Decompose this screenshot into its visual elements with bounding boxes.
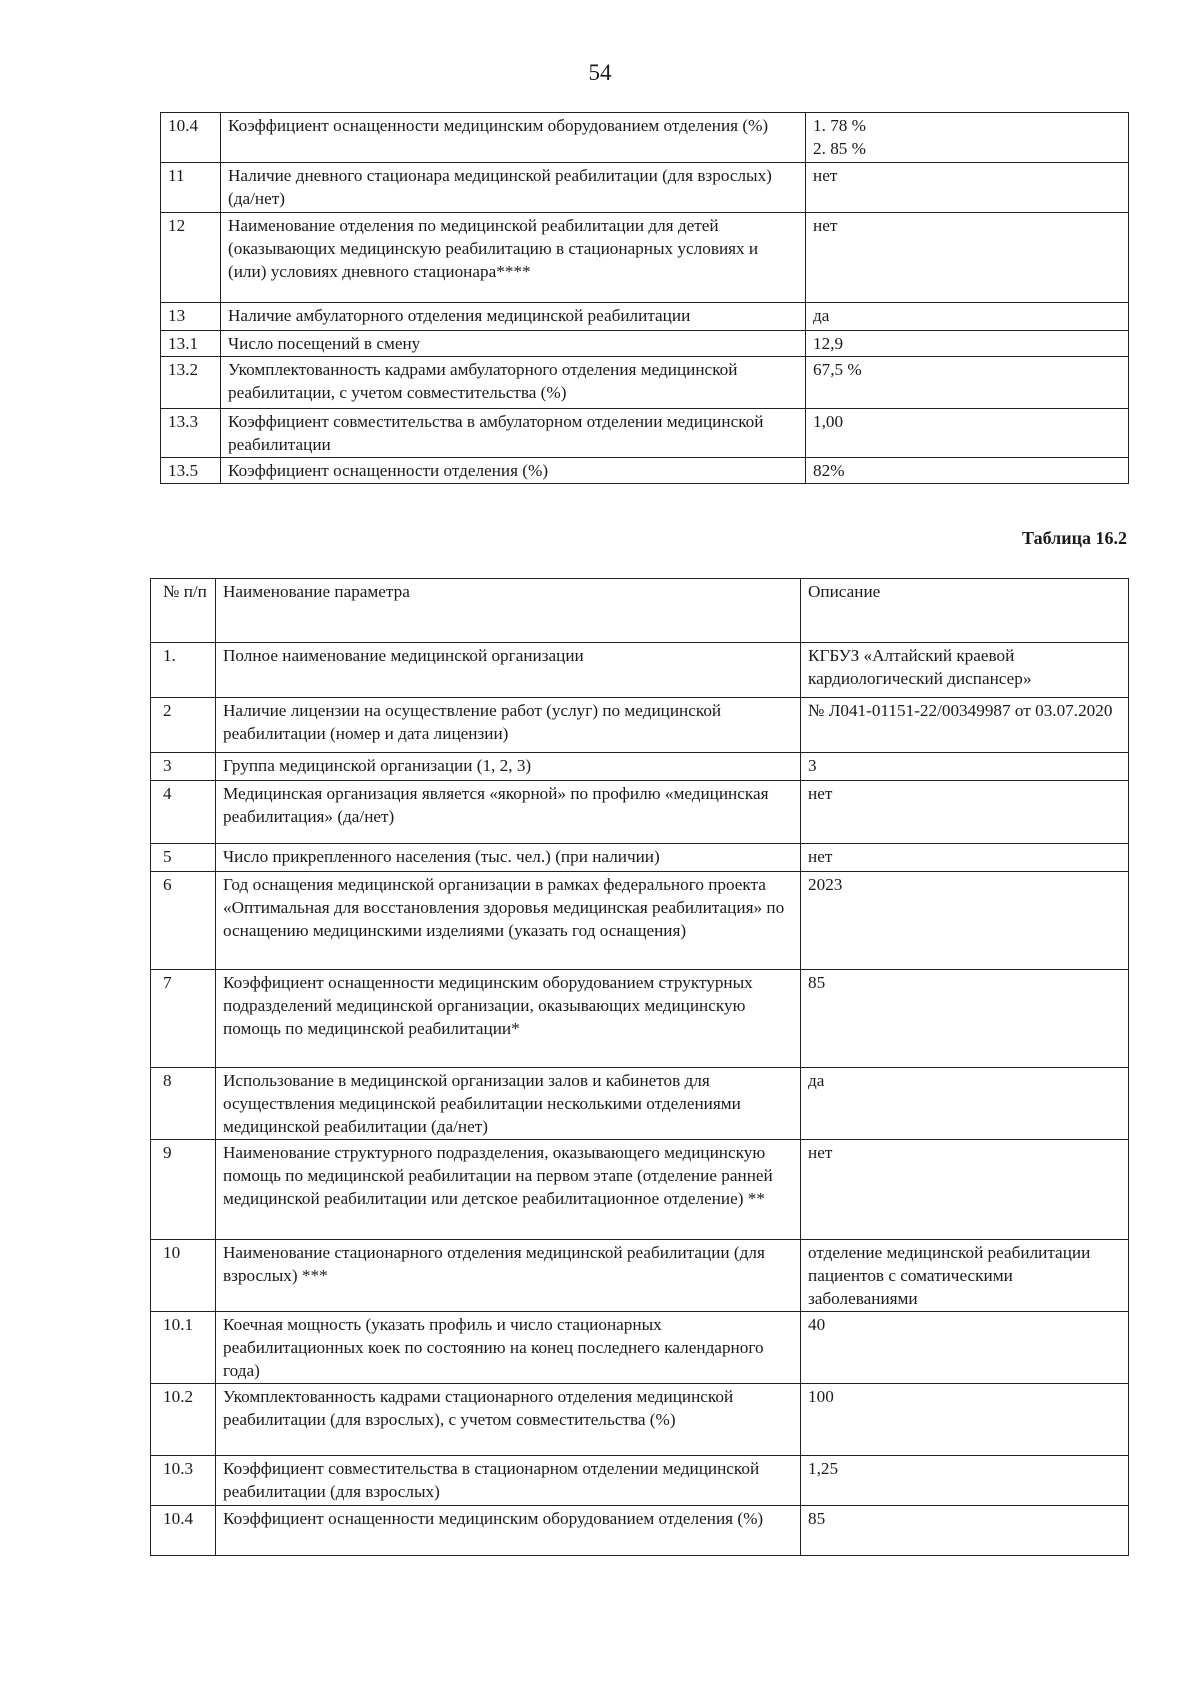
row-parameter: Полное наименование медицинской организации [216,643,801,698]
row-parameter: Использование в медицинской организации залов и кабинетов для осуществления медицинской реабилитации несколькими отделениями медицинской реабилитации (да/нет) [216,1068,801,1140]
row-number: 8 [151,1068,216,1140]
row-value: 100 [801,1384,1129,1456]
row-value: 12,9 [806,331,1129,357]
table-row [151,1240,1129,1312]
row-parameter: Медицинская организация является «якорной» по профилю «медицинская реабилитация» (да/нет) [216,781,801,844]
row-parameter: Число посещений в смену [221,331,806,357]
row-parameter: Коэффициент оснащенности медицинским оборудованием отделения (%) [216,1506,801,1556]
row-parameter: Коэффициент оснащенности медицинским оборудованием отделения (%) [221,113,806,163]
table-row [151,781,1129,844]
table-row [161,303,1129,331]
header-num: № п/п [151,579,216,643]
row-number: 5 [151,844,216,872]
row-value: нет [801,781,1129,844]
row-number: 13.2 [161,357,221,409]
row-parameter: Наименование отделения по медицинской реабилитации для детей (оказывающих медицинскую реабилитацию в стационарных условиях и (или) условиях дневного стационара**** [221,213,806,303]
table-row [151,970,1129,1068]
row-number: 13.1 [161,331,221,357]
row-value: 67,5 % [806,357,1129,409]
row-parameter: Коэффициент оснащенности отделения (%) [221,458,806,484]
row-value: № Л041-01151-22/00349987 от 03.07.2020 [801,698,1129,753]
row-parameter: Коечная мощность (указать профиль и число стационарных реабилитационных коек по состоянию на конец последнего календарного года) [216,1312,801,1384]
row-number: 4 [151,781,216,844]
row-parameter: Наличие дневного стационара медицинской реабилитации (для взрослых) (да/нет) [221,163,806,213]
row-number: 10.4 [151,1506,216,1556]
row-number: 10.4 [161,113,221,163]
row-value: 85 [801,1506,1129,1556]
row-value: 1,00 [806,409,1129,458]
row-number: 10.1 [151,1312,216,1384]
table-row [151,872,1129,970]
row-value: 85 [801,970,1129,1068]
row-value: КГБУЗ «Алтайский краевой кардиологический диспансер» [801,643,1129,698]
row-value [806,113,1129,163]
row-value: 3 [801,753,1129,781]
table-row [151,1456,1129,1506]
row-value: нет [806,213,1129,303]
table-row [161,331,1129,357]
row-parameter: Укомплектованность кадрами стационарного отделения медицинской реабилитации (для взрослых), с учетом совместительства (%) [216,1384,801,1456]
table-row [151,1384,1129,1456]
table-row [161,113,1129,163]
page-number: 54 [588,60,612,85]
row-number: 2 [151,698,216,753]
row-number: 1. [151,643,216,698]
row-parameter: Укомплектованность кадрами амбулаторного отделения медицинской реабилитации, с учетом совместительства (%) [221,357,806,409]
table-row [161,357,1129,409]
table-row [151,1140,1129,1240]
row-number: 7 [151,970,216,1068]
row-parameter: Коэффициент оснащенности медицинским оборудованием структурных подразделений медицинской организации, оказывающих медицинскую помощь по медицинской реабилитации* [216,970,801,1068]
table-row [151,1312,1129,1384]
table-row [151,643,1129,698]
table-row [151,753,1129,781]
table-header-row [151,579,1129,643]
table-row [151,698,1129,753]
row-value-item: 2. 85 % [813,139,866,158]
row-value: отделение медицинской реабилитации пациентов с соматическими заболеваниями [801,1240,1129,1312]
row-parameter: Коэффициент совместительства в амбулаторном отделении медицинской реабилитации [221,409,806,458]
table-row [151,1506,1129,1556]
header-param: Наименование параметра [216,579,801,643]
table-row [161,409,1129,458]
header-value: Описание [801,579,1129,643]
row-parameter: Наличие амбулаторного отделения медицинской реабилитации [221,303,806,331]
row-number: 3 [151,753,216,781]
row-value: 2023 [801,872,1129,970]
row-number: 10.2 [151,1384,216,1456]
row-number: 10 [151,1240,216,1312]
row-number: 6 [151,872,216,970]
row-number: 12 [161,213,221,303]
table-row [151,844,1129,872]
row-parameter: Число прикрепленного населения (тыс. чел.) (при наличии) [216,844,801,872]
row-parameter: Наличие лицензии на осуществление работ (услуг) по медицинской реабилитации (номер и дата лицензии) [216,698,801,753]
row-number: 13 [161,303,221,331]
table-16-2 [150,578,1129,1556]
row-value: да [806,303,1129,331]
row-value: да [801,1068,1129,1140]
row-number: 13.3 [161,409,221,458]
table-row [151,1068,1129,1140]
row-parameter: Наименование структурного подразделения, оказывающего медицинскую помощь по медицинской реабилитации на первом этапе (отделение ранней медицинской реабилитации или детское реабилитационное отделение) ** [216,1140,801,1240]
table-row [161,163,1129,213]
row-parameter: Наименование стационарного отделения медицинской реабилитации (для взрослых) *** [216,1240,801,1312]
row-parameter: Год оснащения медицинской организации в рамках федерального проекта «Оптимальная для восстановления здоровья медицинская реабилитация» по оснащению медицинскими изделиями (указать год оснащения) [216,872,801,970]
row-value: нет [801,844,1129,872]
row-number: 13.5 [161,458,221,484]
row-parameter: Группа медицинской организации (1, 2, 3) [216,753,801,781]
row-value: нет [806,163,1129,213]
row-value-item: 1. 78 % [813,116,866,135]
row-value: 82% [806,458,1129,484]
row-value: 1,25 [801,1456,1129,1506]
row-value: 40 [801,1312,1129,1384]
table-row [161,213,1129,303]
table-row [161,458,1129,484]
row-value: нет [801,1140,1129,1240]
table-16-1-continuation [160,112,1129,484]
row-number: 10.3 [151,1456,216,1506]
row-number: 9 [151,1140,216,1240]
row-number: 11 [161,163,221,213]
row-parameter: Коэффициент совместительства в стационарном отделении медицинской реабилитации (для взрослых) [216,1456,801,1506]
table-title: Таблица 16.2 [1022,528,1127,548]
